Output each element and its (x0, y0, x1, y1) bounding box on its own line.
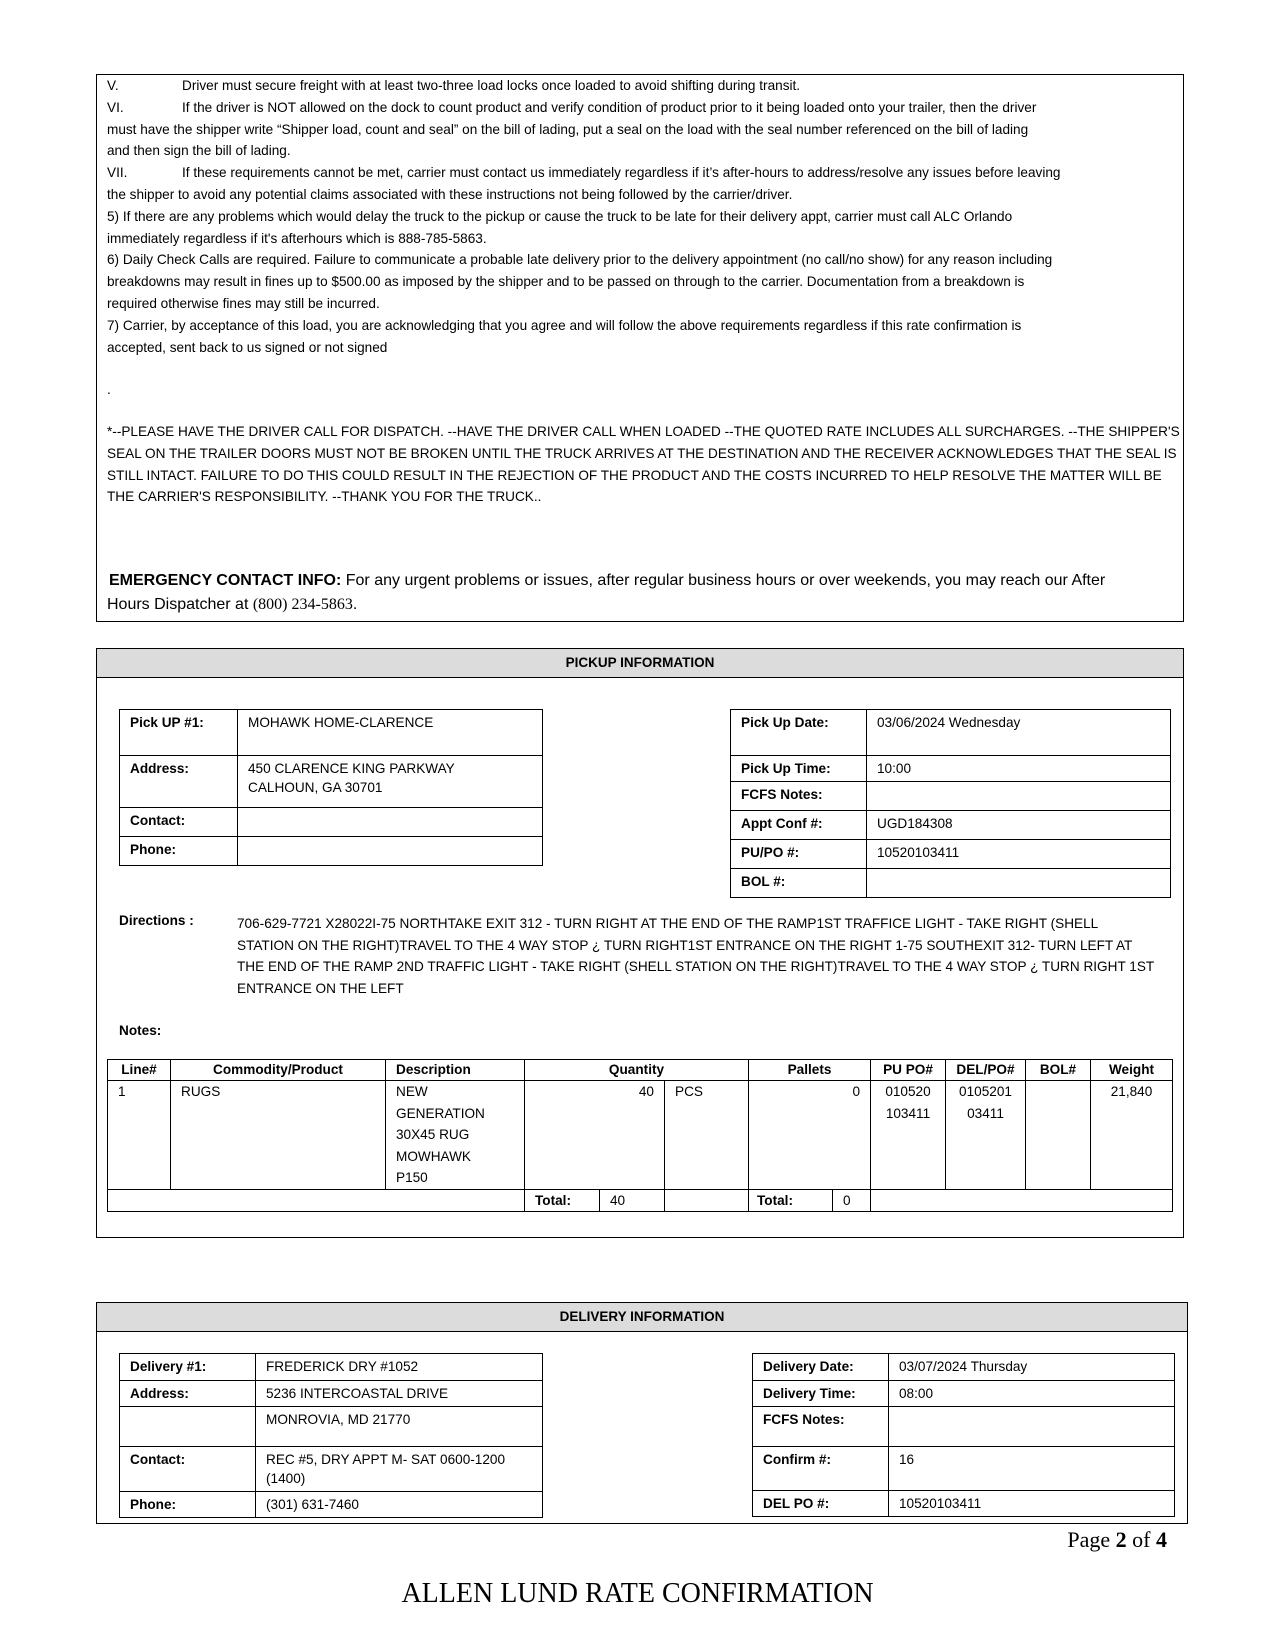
delivery-time-label: Delivery Time: (753, 1381, 889, 1407)
emergency-line-1 (109, 569, 1177, 593)
terms-line: immediately regardless if it's afterhours which is 888-785-5863. (107, 230, 487, 246)
terms-line: 6) Daily Check Calls are required. Failure to communicate a probable late delivery prior to the delivery appointment (no call/no show) for any reason including (107, 252, 1053, 268)
address-line: 5236 INTERCOASTAL DRIVE (256, 1381, 543, 1407)
dispatch-line: *--PLEASE HAVE THE DRIVER CALL FOR DISPATCH. --HAVE THE DRIVER CALL WHEN LOADED --THE QUOTED RATE INCLUDES ALL SURCHARGES. --THE SHIPPER'S (107, 424, 1180, 439)
col-header: Weight (1091, 1060, 1173, 1081)
contact-line: REC #5, DRY APPT M- SAT 0600-1200 (266, 1452, 506, 1467)
quantity: 40 (525, 1081, 665, 1190)
description-line: P150 (396, 1170, 428, 1185)
description (386, 1081, 525, 1190)
pickup-time: 10:00 (867, 756, 1171, 782)
quantity-unit: PCS (665, 1081, 749, 1190)
pu-po-line: 010520 (885, 1084, 931, 1099)
qty-total: 40 (600, 1189, 665, 1212)
phone-label: Phone: (120, 1492, 256, 1518)
pallets: 0 (749, 1081, 871, 1190)
pickup-name: MOHAWK HOME-CLARENCE (238, 710, 543, 756)
emergency-label: EMERGENCY CONTACT INFO: (109, 572, 342, 589)
pickup-schedule-table (730, 709, 1171, 898)
terms-line: the shipper to avoid any potential claims associated with these instructions not being followed by the carrier/driver. (107, 187, 793, 202)
totals-spacer (665, 1189, 749, 1212)
fcfs-label: FCFS Notes: (753, 1407, 889, 1447)
col-header: Line# (108, 1060, 171, 1081)
emergency-line-2 (107, 593, 1175, 617)
col-header: Pallets (749, 1060, 871, 1081)
col-header: BOL# (1026, 1060, 1091, 1081)
bol-label: BOL #: (731, 869, 867, 898)
col-header: Description (386, 1060, 525, 1081)
emergency-text: For any urgent problems or issues, after regular business hours or over weekends, you may reach our After (345, 572, 1106, 589)
address-label: Address: (120, 756, 238, 808)
col-header: Commodity/Product (171, 1060, 386, 1081)
pallets-total-cell (749, 1189, 871, 1212)
terms-line: must have the shipper write “Shipper load, count and seal” on the bill of lading, put a seal on the load with the seal number referenced on the bill of lading (107, 121, 1029, 137)
pickup-time-label: Pick Up Time: (731, 756, 867, 782)
pu-po-value: 10520103411 (867, 840, 1171, 869)
document-title: ALLEN LUND RATE CONFIRMATION (401, 1578, 874, 1609)
dispatch-line: THE CARRIER'S RESPONSIBILITY. --THANK YOU FOR THE TRUCK.. (107, 489, 542, 505)
terms-marker: VII. (107, 165, 128, 181)
delivery-location-table (119, 1353, 543, 1518)
dispatch-line: STILL INTACT. FAILURE TO DO THIS COULD RESULT IN THE REJECTION OF THE PRODUCT AND THE COSTS INCURRED TO HELP RESOLVE THE MATTER WILL BE (107, 467, 1162, 483)
totals-spacer (871, 1189, 1173, 1212)
terms-box (96, 74, 1184, 622)
terms-text: If these requirements cannot be met, carrier must contact us immediately regardless if it’s after-hours to address/resolve any issues before leaving (182, 165, 1061, 181)
description-line: MOWHAWK (396, 1148, 472, 1164)
contact-label: Contact: (120, 808, 238, 837)
confirm-value: 16 (889, 1447, 1175, 1491)
emergency-text-2: Hours Dispatcher at (107, 596, 249, 613)
directions-label: Directions : (119, 913, 194, 928)
terms-text: If the driver is NOT allowed on the dock to count product and verify condition of product prior to it being loaded onto your trailer, then the driver (182, 99, 1037, 115)
address-line: 450 CLARENCE KING PARKWAY (248, 761, 455, 776)
fcfs-label: FCFS Notes: (731, 782, 867, 811)
emergency-phone: (800) 234-5863 (252, 596, 353, 613)
commodity-header-row (108, 1060, 1173, 1081)
del-po-value: 10520103411 (889, 1491, 1175, 1517)
terms-line: 5) If there are any problems which would delay the truck to the pickup or cause the truck to be late for their delivery appt, carrier must call ALC Orlando (107, 208, 1013, 224)
delivery-date: 03/07/2024 Thursday (889, 1354, 1175, 1381)
contact-value (238, 808, 543, 837)
terms-line: accepted, sent back to us signed or not signed (107, 339, 388, 355)
address-line: CALHOUN, GA 30701 (248, 780, 383, 795)
address-spacer (120, 1407, 256, 1447)
contact-line: (1400) (266, 1471, 306, 1486)
contact-label: Contact: (120, 1447, 256, 1492)
delivery-schedule-table (752, 1353, 1175, 1517)
page-total: 4 (1156, 1527, 1167, 1552)
appt-conf-value: UGD184308 (867, 811, 1171, 840)
appt-conf-label: Appt Conf #: (731, 811, 867, 840)
col-header: PU PO# (871, 1060, 946, 1081)
terms-marker: V. (107, 78, 119, 93)
terms-line: required otherwise fines may still be incurred. (107, 296, 380, 311)
delivery-header: DELIVERY INFORMATION (97, 1303, 1187, 1332)
terms-text: Driver must secure freight with at least two-three load locks once loaded to avoid shifting during transit. (182, 78, 801, 93)
address-line: MONROVIA, MD 21770 (256, 1407, 543, 1447)
bol-value (867, 869, 1171, 898)
totals-spacer (108, 1189, 525, 1212)
page-number (1067, 1527, 1167, 1553)
pickup-location-table (119, 709, 543, 866)
dispatch-line: SEAL ON THE TRAILER DOORS MUST NOT BE BROKEN UNTIL THE TRUCK ARRIVES AT THE DESTINATION AND THE RECEIVER ACKNOWLEDGES THAT THE SEAL IS (107, 445, 1177, 461)
pickup-address (238, 756, 543, 808)
directions-line: THE END OF THE RAMP 2ND TRAFFIC LIGHT - TAKE RIGHT (SHELL STATION ON THE RIGHT)TRAVEL TO THE 4 WAY STOP ¿ TURN RIGHT 1ST (237, 959, 1155, 974)
page-current: 2 (1115, 1527, 1127, 1552)
del-po-line: 03411 (967, 1105, 1004, 1121)
terms-line: breakdowns may result in fines up to $500.00 as imposed by the shipper and to be passed on through to the carrier. Documentation from a breakdown is (107, 274, 1025, 290)
directions-line: STATION ON THE RIGHT)TRAVEL TO THE 4 WAY STOP ¿ TURN RIGHT1ST ENTRANCE ON THE RIGHT 1-75 SOUTHEXIT 312- TURN LEFT AT (237, 937, 1133, 953)
del-po-line: 0105201 (959, 1084, 1012, 1099)
qty-total-label: Total: (525, 1189, 600, 1212)
delivery-section (96, 1302, 1188, 1524)
table-row (108, 1081, 1173, 1190)
pickup-date: 03/06/2024 Wednesday (867, 710, 1171, 756)
pickup-section (96, 648, 1184, 1238)
commodity-table (107, 1059, 1173, 1212)
terms-dot: . (107, 382, 111, 397)
terms-line: and then sign the bill of lading. (107, 143, 291, 159)
pallets-total: 0 (843, 1192, 851, 1208)
delivery-label: Delivery #1: (120, 1354, 256, 1381)
delivery-name: FREDERICK DRY #1052 (256, 1354, 543, 1381)
pickup-date-label: Pick Up Date: (731, 710, 867, 756)
directions-line: ENTRANCE ON THE LEFT (237, 980, 404, 996)
confirm-label: Confirm #: (753, 1447, 889, 1491)
delivery-time: 08:00 (889, 1381, 1175, 1407)
col-header: DEL/PO# (946, 1060, 1026, 1081)
page-prefix: Page (1067, 1527, 1111, 1552)
commodity: RUGS (171, 1081, 386, 1190)
directions-text (237, 913, 1167, 999)
del-po-label: DEL PO #: (753, 1491, 889, 1517)
weight: 21,840 (1091, 1081, 1173, 1190)
address-label: Address: (120, 1381, 256, 1407)
pu-po-line: 103411 (885, 1105, 931, 1121)
col-header: Quantity (525, 1060, 749, 1081)
terms-line (107, 75, 1175, 97)
terms-line (107, 162, 1175, 184)
emergency-end: . (352, 596, 358, 613)
pickup-label: Pick UP #1: (120, 710, 238, 756)
del-po-number (946, 1081, 1026, 1190)
totals-row (108, 1189, 1173, 1212)
terms-marker: VI. (107, 99, 124, 115)
contact-value (256, 1447, 543, 1492)
phone-label: Phone: (120, 837, 238, 866)
phone-value (238, 837, 543, 866)
terms-line: 7) Carrier, by acceptance of this load, you are acknowledging that you agree and will follow the above requirements regardless if this rate confirmation is (107, 317, 1022, 333)
page-of: of (1132, 1527, 1151, 1552)
terms-line (107, 97, 1175, 119)
line-number: 1 (108, 1081, 171, 1190)
bol-number (1026, 1081, 1091, 1190)
pallets-total-label: Total: (749, 1190, 833, 1211)
pu-po-label: PU/PO #: (731, 840, 867, 869)
description-line: NEW (396, 1084, 428, 1099)
pu-po-number (871, 1081, 946, 1190)
delivery-date-label: Delivery Date: (753, 1354, 889, 1381)
description-line: GENERATION (396, 1105, 485, 1121)
notes-label: Notes: (119, 1023, 162, 1038)
fcfs-value (889, 1407, 1175, 1447)
directions-line: 706-629-7721 X28022I-75 NORTHTAKE EXIT 312 - TURN RIGHT AT THE END OF THE RAMP1ST TRAFFICE LIGHT - TAKE RIGHT (SHELL (237, 916, 1099, 931)
phone-value: (301) 631-7460 (256, 1492, 543, 1518)
pickup-header: PICKUP INFORMATION (97, 649, 1183, 678)
description-line: 30X45 RUG (396, 1127, 470, 1142)
fcfs-value (867, 782, 1171, 811)
